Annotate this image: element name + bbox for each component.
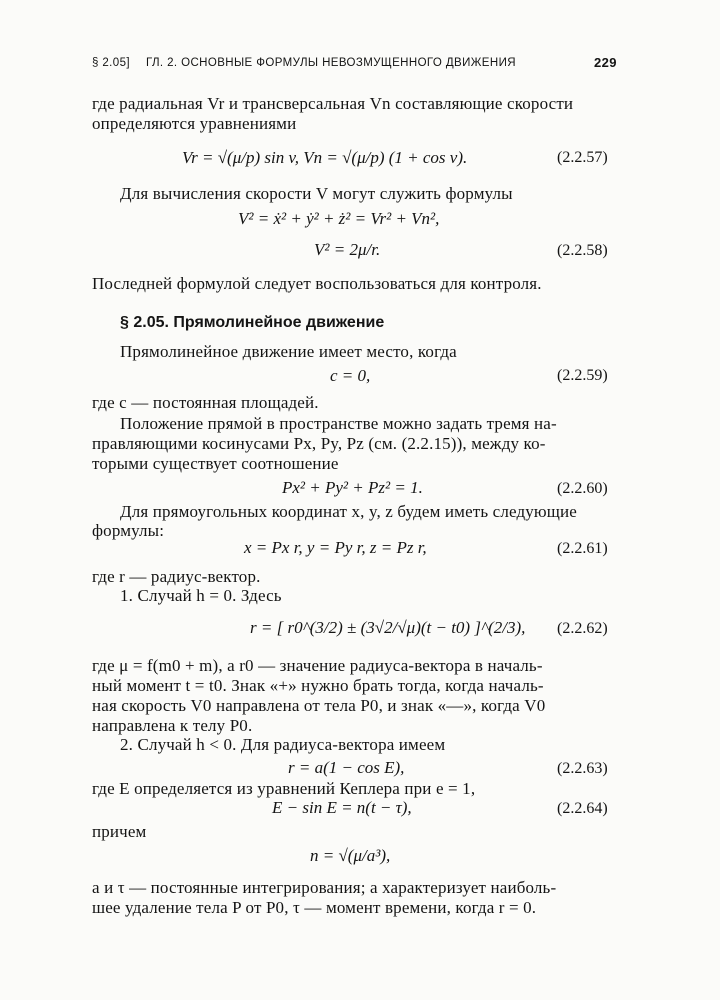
equation-2-2-58a: V² = ẋ² + ẏ² + ż² = Vr² + Vn², xyxy=(238,209,440,228)
equation-2-2-60: Px² + Py² + Pz² = 1. xyxy=(282,478,423,497)
equation-number: (2.2.62) xyxy=(557,620,608,637)
paragraph-line: Последней формулой следует воспользоваться для контроля. xyxy=(92,274,542,293)
header-chapter-title: ГЛ. 2. ОСНОВНЫЕ ФОРМУЛЫ НЕВОЗМУЩЕННОГО ДВИЖЕНИЯ xyxy=(146,57,516,69)
equation-number: (2.2.58) xyxy=(557,242,608,259)
case-heading: 1. Случай h = 0. Здесь xyxy=(120,586,282,605)
header-section-ref: § 2.05] xyxy=(92,57,130,69)
section-title: § 2.05. Прямолинейное движение xyxy=(120,314,385,331)
paragraph-line: где μ = f(m0 + m), а r0 — значение радиуса-вектора в началь- xyxy=(92,656,543,675)
equation-number: (2.2.61) xyxy=(557,540,608,557)
paragraph-line: где радиальная Vr и трансверсальная Vn составляющие скорости xyxy=(92,94,574,113)
equation-number: (2.2.57) xyxy=(557,149,608,166)
paragraph-line: Для прямоугольных координат x, y, z будем иметь следующие xyxy=(120,502,577,521)
equation-2-2-59: c = 0, xyxy=(330,366,371,385)
paragraph-line: формулы: xyxy=(92,521,165,540)
equation-mean-motion: n = √(μ/a³), xyxy=(310,846,391,865)
paragraph-line: торыми существует соотношение xyxy=(92,454,339,473)
paragraph-line: где E определяется из уравнений Кеплера при e = 1, xyxy=(92,779,476,798)
paragraph-line: Положение прямой в пространстве можно задать тремя на- xyxy=(120,414,557,433)
paragraph-line: ная скорость V0 направлена от тела P0, и знак «—», когда V0 xyxy=(92,696,546,715)
equation-2-2-63: r = a(1 − cos E), xyxy=(288,758,405,777)
equation-2-2-61: x = Px r, y = Py r, z = Pz r, xyxy=(244,538,427,557)
equation-2-2-62: r = [ r0^(3/2) ± (3√2/√μ)(t − t0) ]^(2/3), xyxy=(250,618,526,637)
equation-2-2-64: E − sin E = n(t − τ), xyxy=(272,798,412,817)
paragraph-line: где r — радиус-вектор. xyxy=(92,567,261,586)
paragraph-line: Для вычисления скорости V могут служить формулы xyxy=(120,184,513,203)
equation-number: (2.2.59) xyxy=(557,367,608,384)
paragraph-line: определяются уравнениями xyxy=(92,114,297,133)
paragraph-line: где c — постоянная площадей. xyxy=(92,393,319,412)
equation-2-2-57: Vr = √(μ/p) sin v, Vn = √(μ/p) (1 + cos v). xyxy=(182,148,468,167)
equation-number: (2.2.63) xyxy=(557,760,608,777)
equation-2-2-58b: V² = 2μ/r. xyxy=(314,240,381,259)
paragraph-line: a и τ — постоянные интегрирования; a характеризует наиболь- xyxy=(92,878,557,897)
paragraph-line: направлена к телу P0. xyxy=(92,716,253,735)
case-heading: 2. Случай h < 0. Для радиуса-вектора имеем xyxy=(120,735,446,754)
paragraph-line: ный момент t = t0. Знак «+» нужно брать тогда, когда началь- xyxy=(92,676,544,695)
paragraph-line: правляющими косинусами Px, Py, Pz (см. (2.2.15)), между ко- xyxy=(92,434,546,453)
paragraph-line: Прямолинейное движение имеет место, когда xyxy=(120,342,457,361)
paragraph-line: причем xyxy=(92,822,147,841)
equation-number: (2.2.60) xyxy=(557,480,608,497)
equation-number: (2.2.64) xyxy=(557,800,608,817)
header-page-number: 229 xyxy=(594,55,617,70)
paragraph-line: шее удаление тела P от P0, τ — момент времени, когда r = 0. xyxy=(92,898,537,917)
